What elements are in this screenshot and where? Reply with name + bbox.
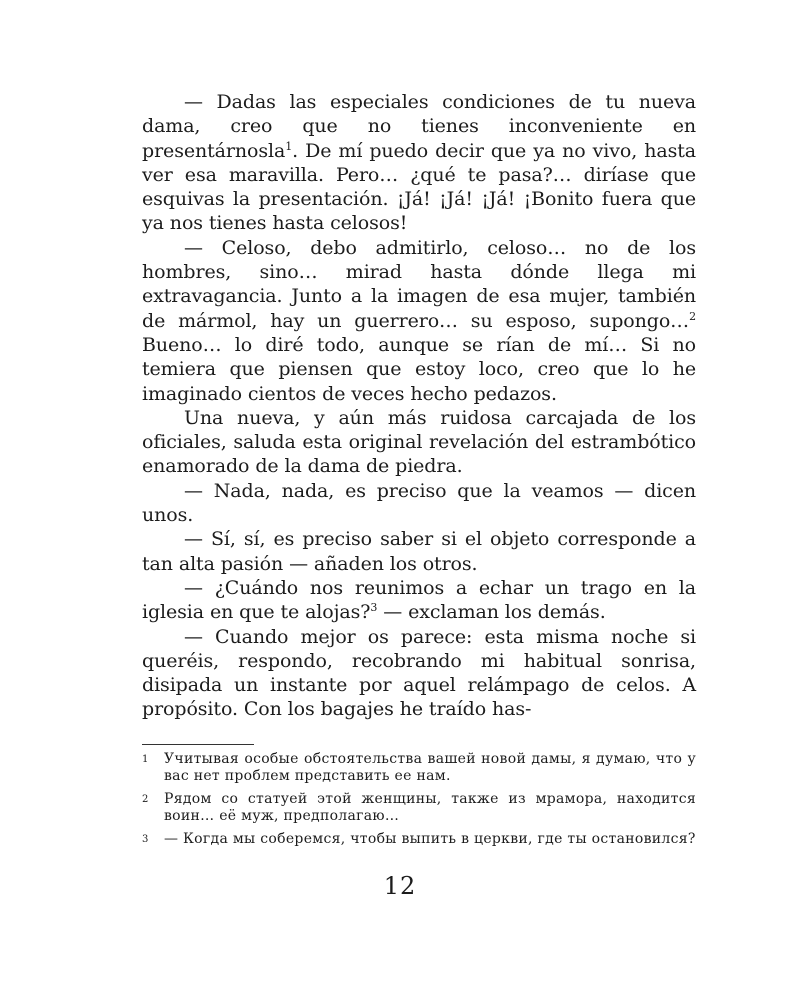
paragraph-1 bbox=[142, 90, 696, 236]
book-page bbox=[142, 90, 696, 853]
footnote-2-text: Рядом со статуей этой женщины, также из мрамора, находится воин… её муж, предполагаю… bbox=[164, 790, 696, 825]
footnote-1-mark: 1 bbox=[142, 753, 149, 765]
footnote-3-text: — Когда мы соберемся, чтобы выпить в церкви, где ты остановился? bbox=[164, 830, 696, 847]
paragraph-6-text-b: — exclaman los demás. bbox=[377, 601, 606, 624]
footnotes bbox=[142, 751, 696, 849]
footnote-2-mark: 2 bbox=[142, 793, 149, 805]
footnote-3 bbox=[142, 831, 696, 849]
paragraph-3: Una nueva, y aún más ruidosa carcajada de los oficiales, saluda esta original revelación del estrambótico enamorado de la dama de piedra. bbox=[142, 406, 696, 478]
paragraph-7: — Cuando mejor os parece: esta misma noche si queréis, respondo, recobrando mi habitual sonrisa, disipada un instante por aquel relámpago de celos. A propósito. Con los bagajes he traído has- bbox=[142, 625, 696, 721]
footnote-ref-1: 1 bbox=[285, 139, 293, 153]
footnote-2 bbox=[142, 791, 696, 826]
footnote-3-mark: 3 bbox=[142, 833, 149, 845]
paragraph-6-text-a: — ¿Cuándo nos reunimos a echar un trago en la iglesia en que te alojas? bbox=[142, 576, 696, 624]
paragraph-2-text-a: — Celoso, debo admitirlo, celoso… no de los hombres, sino… mirad hasta dónde llega mi extravagancia. Junto a la imagen de esa mujer, también de mármol, hay un guerrero… su esposo, supongo… bbox=[142, 236, 696, 332]
footnote-1 bbox=[142, 751, 696, 786]
paragraph-4: — Nada, nada, es preciso que la veamos — dicen unos. bbox=[142, 479, 696, 527]
footnote-ref-2: 2 bbox=[689, 309, 696, 323]
paragraph-2-text-b: Bueno… lo diré todo, aunque se rían de mí… Si no temiera que piensen que estoy loco, creo que lo he imaginado cientos de veces hecho pedazos. bbox=[142, 333, 696, 405]
main-text bbox=[142, 90, 696, 722]
paragraph-6 bbox=[142, 576, 696, 625]
paragraph-1-text-a: — Dadas las especiales condiciones de tu nueva dama, creo que no tienes inconveniente en presentárnosla bbox=[142, 91, 696, 162]
paragraph-2 bbox=[142, 236, 696, 406]
footnote-ref-3: 3 bbox=[370, 601, 378, 615]
page-number: 12 bbox=[383, 872, 417, 900]
footnote-divider bbox=[142, 744, 254, 745]
footnote-1-text: Учитывая особые обстоятельства вашей новой дамы, я думаю, что у вас нет проблем представить ее нам. bbox=[164, 750, 696, 785]
paragraph-1-text-b: . De mí puedo decir que ya no vivo, hasta ver esa maravilla. Pero… ¿qué te pasa?… diríase que esquivas la presentación. ¡Já! ¡Já! ¡Já! ¡Bonito fuera que ya nos tienes hasta celosos! bbox=[142, 139, 696, 235]
paragraph-5: — Sí, sí, es preciso saber si el objeto corresponde a tan alta pasión — añaden los otros. bbox=[142, 528, 696, 575]
